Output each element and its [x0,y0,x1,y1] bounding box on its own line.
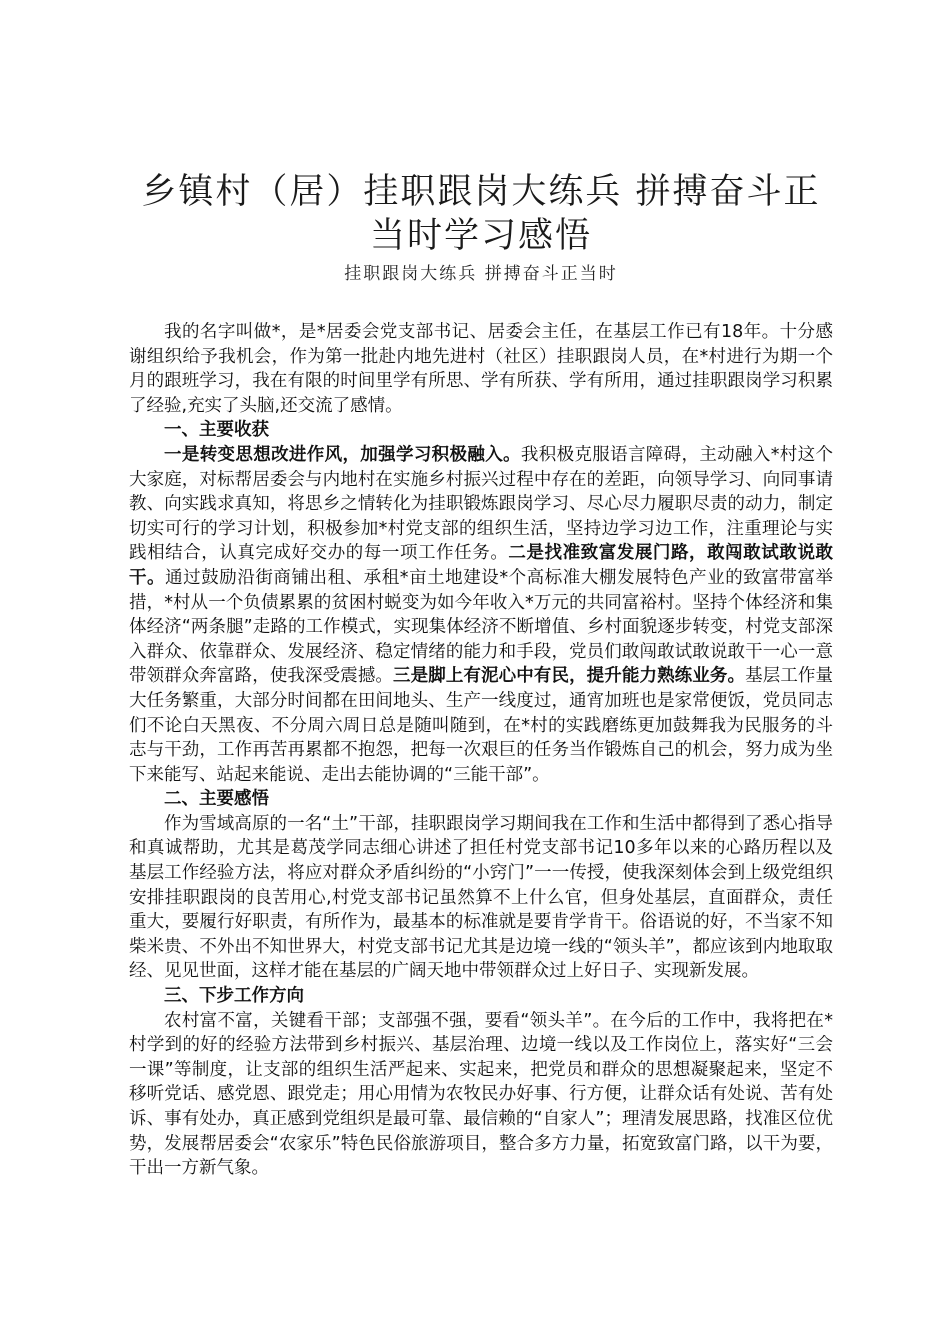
intro-paragraph: 我的名字叫做*，是*居委会党支部书记、居委会主任，在基层工作已有18年。十分感谢组织给予我机会，作为第一批赴内地先进村（社区）挂职跟岗人员，在*村进行为期一个月的跟班学习，我在有限的时间里学有所思、学有所获、学有所用，通过挂职跟岗学习积累了经验,充实了头脑,还交流了感情。 [129,322,833,416]
section-heading-insights: 二、主要感悟 [164,789,269,810]
gains-lead-2: 二是找准致富发展门路，敢闯敢试敢说敢干。 [129,543,834,588]
gains-lead-3: 三是脚上有泥心中有民，提升能力熟练业务。 [393,666,746,687]
gains-paragraph [129,443,833,787]
insights-paragraph: 作为雪域高原的一名“土”干部，挂职跟岗学习期间我在工作和生活中都得到了悉心指导和真诚帮助，尤其是葛茂学同志细心讲述了担任村党支部书记10多年以来的心路历程以及基层工作经验方法，将应对群众矛盾纠纷的“小窍门”一一传授，使我深刻体会到上级党组织安排挂职跟岗的良苦用心,村党支部书记虽然算不上什么官，但身处基层，直面群众，责任重大，要履行好职责，有所作为，最基本的标准就是要肯学肯干。俗语说的好，不当家不知柴米贵、不外出不知世界大，村党支部书记尤其是边境一线的“领头羊”，都应该到内地取取经、见见世面，这样才能在基层的广阔天地中带领群众过上好日子、实现新发展。 [129,813,833,982]
document-subtitle: 挂职跟岗大练兵 拼搏奋斗正当时 [344,264,618,284]
gains-text-2: 通过鼓励沿街商铺出租、承租*亩土地建设*个高标准大棚发展特色产业的致富带富举措，*村从一个负债累累的贫困村蜕变为如今年收入*万元的共同富裕村。坚持个体经济和集体经济“两条腿”走路的工作模式，实现集体经济不断增值、乡村面貌逐步转变，村党支部深入群众、依靠群众、发展经济、稳定情绪的能力和手段，党员们敢闯敢试敢说敢干一心一意带领群众奔富路，使我深受震撼。 [129,567,834,687]
next-steps-paragraph: 农村富不富，关键看干部；支部强不强，要看“领头羊”。在今后的工作中，我将把在*村学到的好的经验方法带到乡村振兴、基层治理、边境一线以及工作岗位上，落实好“三会一课”等制度，让支部的组织生活严起来、实起来，把党员和群众的思想凝聚起来，坚定不移听党话、感党恩、跟党走；用心用情为农牧民办好事、行方便，让群众话有处说、苦有处诉、事有处办，真正感到党组织是最可靠、最信赖的“自家人”；理清发展思路，找准区位优势，发展帮居委会“农家乐”特色民俗旅游项目，整合多方力量，拓宽致富门路，以干为要，干出一方新气象。 [129,1010,833,1179]
gains-text-3: 基层工作量大任务繁重，大部分时间都在田间地头、生产一线度过，通宵加班也是家常便饭，党员同志们不论白天黑夜、不分周六周日总是随叫随到，在*村的实践磨练更加鼓舞我为民服务的斗志与干劲，工作再苦再累都不抱怨，把每一次艰巨的任务当作锻炼自己的机会，努力成为坐下来能写、站起来能说、走出去能协调的“三能干部”。 [129,666,834,785]
section-heading-next-steps: 三、下步工作方向 [164,986,304,1007]
document-page [129,170,833,1181]
document-body [129,320,833,1181]
gains-text-1: 我积极克服语言障碍，主动融入*村这个大家庭，对标帮居委会与内地村在实施乡村振兴过程中存在的差距，向领导学习、向同事请教、向实践求真知，将思乡之情转化为挂职锻炼跟岗学习、尽心尽力履职尽责的动力，制定切实可行的学习计划，积极参加*村党支部的组织生活，坚持边学习边工作，注重理论与实践相结合，认真完成好交办的每一项工作任务。 [129,444,833,564]
document-title: 乡镇村（居）挂职跟岗大练兵 拼搏奋斗正当时学习感悟 [141,172,821,256]
section-heading-gains: 一、主要收获 [164,420,269,441]
gains-lead-1: 一是转变思想改进作风，加强学习积极融入。 [164,444,521,465]
